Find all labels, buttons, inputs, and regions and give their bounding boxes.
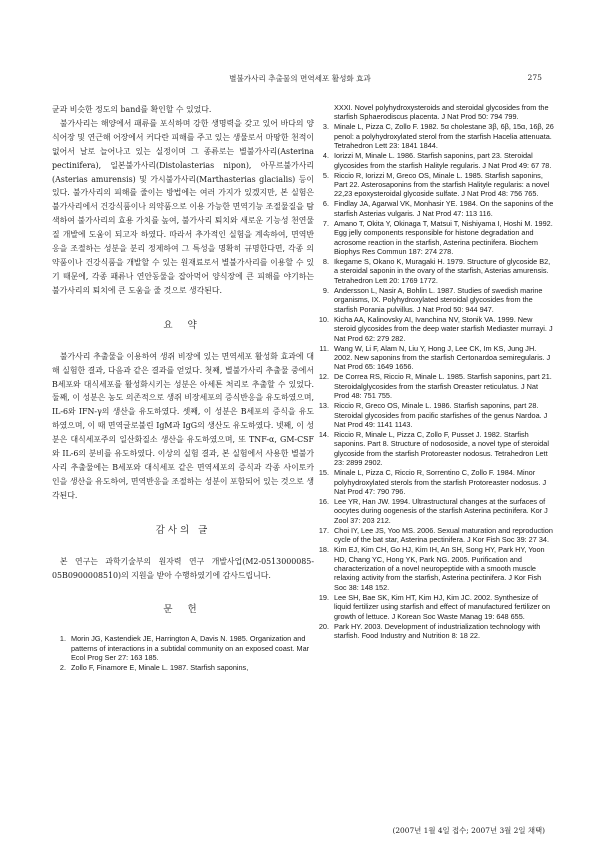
reference-item xyxy=(315,430,555,468)
reference-text: Riccio R, Greco OS, Minale L. 1986. Starfish saponins, part 28. Steroidal glycosides from pacific starfishes of the genus Nardoa. J Nat Prod 49: 1141 1143. xyxy=(334,401,548,429)
reference-number: 12. xyxy=(318,372,329,382)
reference-number: 17. xyxy=(318,525,329,535)
reference-number: 3. xyxy=(322,122,329,132)
reference-number: 13. xyxy=(318,401,329,411)
reference-text: Wang W, Li F, Alam N, Liu Y, Hong J, Lee CK, Im KS, Jung JH. 2002. New saponins from the starfish Certonardoa semiregularis. J Nat Prod 65: 1649 1656. xyxy=(334,343,551,372)
reference-number: 11. xyxy=(319,343,329,353)
reference-text: Choi IY, Lee JS, Yoo MS. 2006. Sexual maturation and reproduction cycle of the bat star, Asterina pectinifera. J Kor Fish Soc 39: 27 34. xyxy=(334,525,553,545)
reference-item xyxy=(315,545,555,592)
reference-item xyxy=(315,199,555,218)
running-header xyxy=(0,73,600,85)
reference-number: 1. xyxy=(59,634,66,644)
reference-number: 9. xyxy=(322,285,329,295)
reference-text: Ikegame S, Okano K, Muragaki H. 1979. Structure of glycoside B2, a steroidal saponin in the ovary of the starfish, Asterias amurensis. Tetrahedron Lett 20: 1769 1772. xyxy=(334,257,551,285)
reference-number: 6. xyxy=(322,199,329,209)
reference-text: Kim EJ, Kim CH, Go HJ, Kim IH, An SH, Song HY, Park HY, Yoon HD, Chang YC, Hong YK, Park NG. 2005. Purification and characterization of a novel neuropeptide with a smooth muscle relaxing activity from the starfish, Asterina pectinifera. J Kor Fish Soc 38: 148 152. xyxy=(334,545,545,592)
reference-number: 7. xyxy=(322,218,329,228)
left-column xyxy=(52,103,314,673)
reference-text: Riccio R, Iorizzi M, Greco OS, Minale L. 1985. Starfish saponins, Part 22. Asterosaponins from the starfish Halityle regularis: a novel 22,23 epoxysteroidal glycoside sulfate. J Nat Prod 48: 756 765. xyxy=(334,170,550,199)
reference-text: Amano T, Okita Y, Okinaga T, Matsui T, Nishiyama I, Hoshi M. 1992. Egg jelly components responsible for histone degradation and acrosome reaction in the starfish, Asterina pectinifera. Biochem Biophys Res Commun 187: 274 278. xyxy=(334,218,553,257)
reference-number: 14. xyxy=(318,429,329,439)
reference-list-right xyxy=(315,103,555,640)
running-title: 별불가사리 추출물의 면역세포 활성화 효과 xyxy=(229,74,371,83)
reference-text: Morin JG, Kastendiek JE, Harrington A, Davis N. 1985. Organization and patterns of interactions in a subtidal community on an exposed coast. Mar Ecol Prog Ser 27: 163 185. xyxy=(71,634,310,663)
reference-item xyxy=(315,103,555,122)
reference-number: 15. xyxy=(318,468,329,478)
reference-item xyxy=(315,344,555,372)
reference-list-left xyxy=(52,634,314,672)
reference-text: XXXI. Novel polyhydroxysteroids and steroidal glycosides from the starfish Sphaerodiscus placenta. J Nat Prod 50: 794 799. xyxy=(334,103,549,122)
reference-text: Minale L, Pizza C, Zollo F. 1982. 5α cholestane 3β, 6β, 15α, 16β, 26 penol: a polyhydroxylated sterol from the starfish Hacelia attenuata. Tetrahedron Lett 23: 1841 1844. xyxy=(334,122,554,151)
reference-item xyxy=(315,171,555,199)
page-number: 275 xyxy=(527,73,542,82)
reference-text: Findlay JA, Agarwal VK, Monhasir YE. 1984. On the saponins of the starfish Asterias vulgaris. J Nat Prod 47: 113 116. xyxy=(334,199,554,218)
reference-item xyxy=(315,593,555,621)
reference-number: 19. xyxy=(318,592,329,602)
reference-number: 5. xyxy=(322,170,329,180)
reference-text: Riccio R, Minale L, Pizza C, Zollo F, Pusset J. 1982. Starfish saponins. Part 8. Structure of nodososide, a novel type of steroidal glycoside from the starfish Protoreaster nodosus. Tetrahedron Lett 23: 2899 2902. xyxy=(334,429,549,468)
reference-item xyxy=(315,122,555,150)
reference-number: 16. xyxy=(318,496,329,506)
acknowledgement-heading: 감사의 글 xyxy=(155,524,211,536)
received-date: (2007년 1월 4일 접수; 2007년 3월 2일 채택) xyxy=(392,826,545,835)
reference-item xyxy=(315,401,555,429)
reference-item xyxy=(315,622,555,641)
reference-number: 18. xyxy=(318,545,329,555)
reference-text: Lee YR, Han JW. 1994. Ultrastructural changes at the surfaces of oocytes during oogenesis of the starfish Asterina pectinifera. Kor J Zool 37: 203 212. xyxy=(334,496,548,525)
references-heading: 문 헌 xyxy=(163,604,203,616)
reference-item xyxy=(315,257,555,285)
body-paragraph: 불가사리는 해양에서 패류를 포식하며 강한 생명력을 갖고 있어 바다의 양식어장 및 연근해 어장에서 커다란 피해를 주고 있는 생물로서 마땅한 천적이 없어서 날로 늘어나고 있는 실정이며 그 종류로는 별불가사리(Asterina pectinifera), 일본불가사리(Distolasterias nipon), 아무르불가사리(Asterias amurensis) 및 가시불가사리(Marthasterias glacialis) 등이 있다. 불가사리의 피해를 줄이는 방법에는 여러 가지가 있겠지만, 본 실험은 불가사리에서 건강식품이나 의약품으로 이용 가능한 면역기능 조절물질을 탐색하여 불가사리의 효용 가치를 높여, 불가사리 퇴치와 새로운 기능성 천연물질 개발에 도움이 되고자 하였다. 따라서 추가적인 실험을 계속하여, 면역반응을 조절하는 성분을 분리 정제하여 그 특성을 명확히 규명한다면, 각종 의약품이나 건강식품을 개발할 수 있는 원재료로서 별불가사리를 이용할 수 있기 때문에, 각종 패류나 연안동물을 잡아먹어 양식장에 큰 피해를 야기하는 불가사리의 퇴치에 큰 도움을 줄 것으로 생각된다. xyxy=(52,118,314,295)
reference-text: Park HY. 2003. Development of industrialization technology with starfish. Food Industry and Nutrition 8: 18 22. xyxy=(334,621,541,641)
reference-number: 2. xyxy=(59,663,66,673)
reference-item xyxy=(52,634,314,662)
reference-item xyxy=(315,526,555,545)
reference-text: Zollo F, Finamore E, Minale L. 1987. Starfish saponins, xyxy=(71,663,249,673)
reference-item xyxy=(315,219,555,257)
reference-text: Lee SH, Bae SK, Kim HT, Kim HJ, Kim JC. 2002. Synthesize of liquid fertilizer using starfish and effect of manufactured fertilizer on growth of lettuce. J Korean Soc Waste Manag 19: 648 655. xyxy=(334,592,551,621)
reference-item xyxy=(315,315,555,343)
reference-text: De Correa RS, Riccio R, Minale L. 1985. Starfish saponins, part 21. Steroidalglycosides from the starfish Oreaster reticulatus. J Nat Prod 48: 751 755. xyxy=(334,372,552,401)
reference-number: 10. xyxy=(318,314,329,324)
summary-heading: 요 약 xyxy=(163,319,203,331)
right-column xyxy=(315,103,555,641)
reference-text: Kicha AA, Kalinovsky AI, Ivanchina NV, Stonik VA. 1999. New steroid glycosides from the deep water starfish Mediaster murrayi. J Nat Prod 62: 279 282. xyxy=(334,314,553,343)
reference-item xyxy=(315,468,555,496)
reference-text: Andersson L, Nasir A, Bohlin L. 1987. Studies of swedish marine organisms, IX. Polyhydroxylated steroidal glycosides from the starfish Porania pulvillus. J Nat Prod 50: 944 947. xyxy=(334,285,543,314)
summary-paragraph: 불가사리 추출물을 이용하여 생쥐 비장에 있는 면역세포 활성화 효과에 대해 실험한 결과, 다음과 같은 결과를 얻었다. 첫째, 별불가사리 추출물 중에서 B세포와 대식세포를 활성화시키는 성분은 아세톤 처리로 추출할 수 있었다. 둘째, 이 성분은 농도 의존적으로 생쥐 비장세포의 증식반응을 유도하였으며, IL-6와 IFN-γ의 생산을 유도하였다. 셋째, 이 성분은 B세포의 증식을 유도하였으며, 이 때 면역글로불린 IgM과 IgG의 생산도 유도하였다. 넷째, 이 성분은 대식세포주의 일산화질소 생산을 유도하였으며, 또 TNF-α, GM-CSF와 IL-6의 분비를 유도하였다. 이상의 실험 결과, 본 실험에서 사용한 별불가사리 추출물에는 B세포와 대식세포 같은 면역세포의 증식과 각종 사이토카인을 생산을 유도하여, 면역반응을 조절하는 성분이 포함되어 있는 것으로 생각된다. xyxy=(52,351,314,500)
reference-item xyxy=(315,497,555,525)
reference-item xyxy=(315,286,555,314)
reference-number: 8. xyxy=(322,257,329,267)
reference-number: 20. xyxy=(318,621,329,631)
body-paragraph: 균과 비슷한 정도의 band를 확인할 수 있었다. xyxy=(52,105,212,114)
reference-text: Iorizzi M, Minale L. 1986. Starfish saponins, part 23. Steroidal glycosides from the starfish Halityle regularis. J Nat Prod 49: 67 78. xyxy=(334,151,552,170)
reference-item xyxy=(315,151,555,170)
reference-item xyxy=(315,372,555,400)
reference-number: 4. xyxy=(322,151,329,161)
reference-text: Minale L, Pizza C, Riccio R, Sorrentino C, Zollo F. 1984. Minor polyhydroxylated sterols from the starfish Protoreaster nodosus. J Nat Prod 47: 790 796. xyxy=(334,468,547,496)
acknowledgement-paragraph: 본 연구는 과학기술부의 원자력 연구 개발사업(M2-0513000085-05B0900008510)의 지원을 받아 수행하였기에 감사드립니다. xyxy=(52,556,314,580)
reference-item xyxy=(52,663,314,672)
